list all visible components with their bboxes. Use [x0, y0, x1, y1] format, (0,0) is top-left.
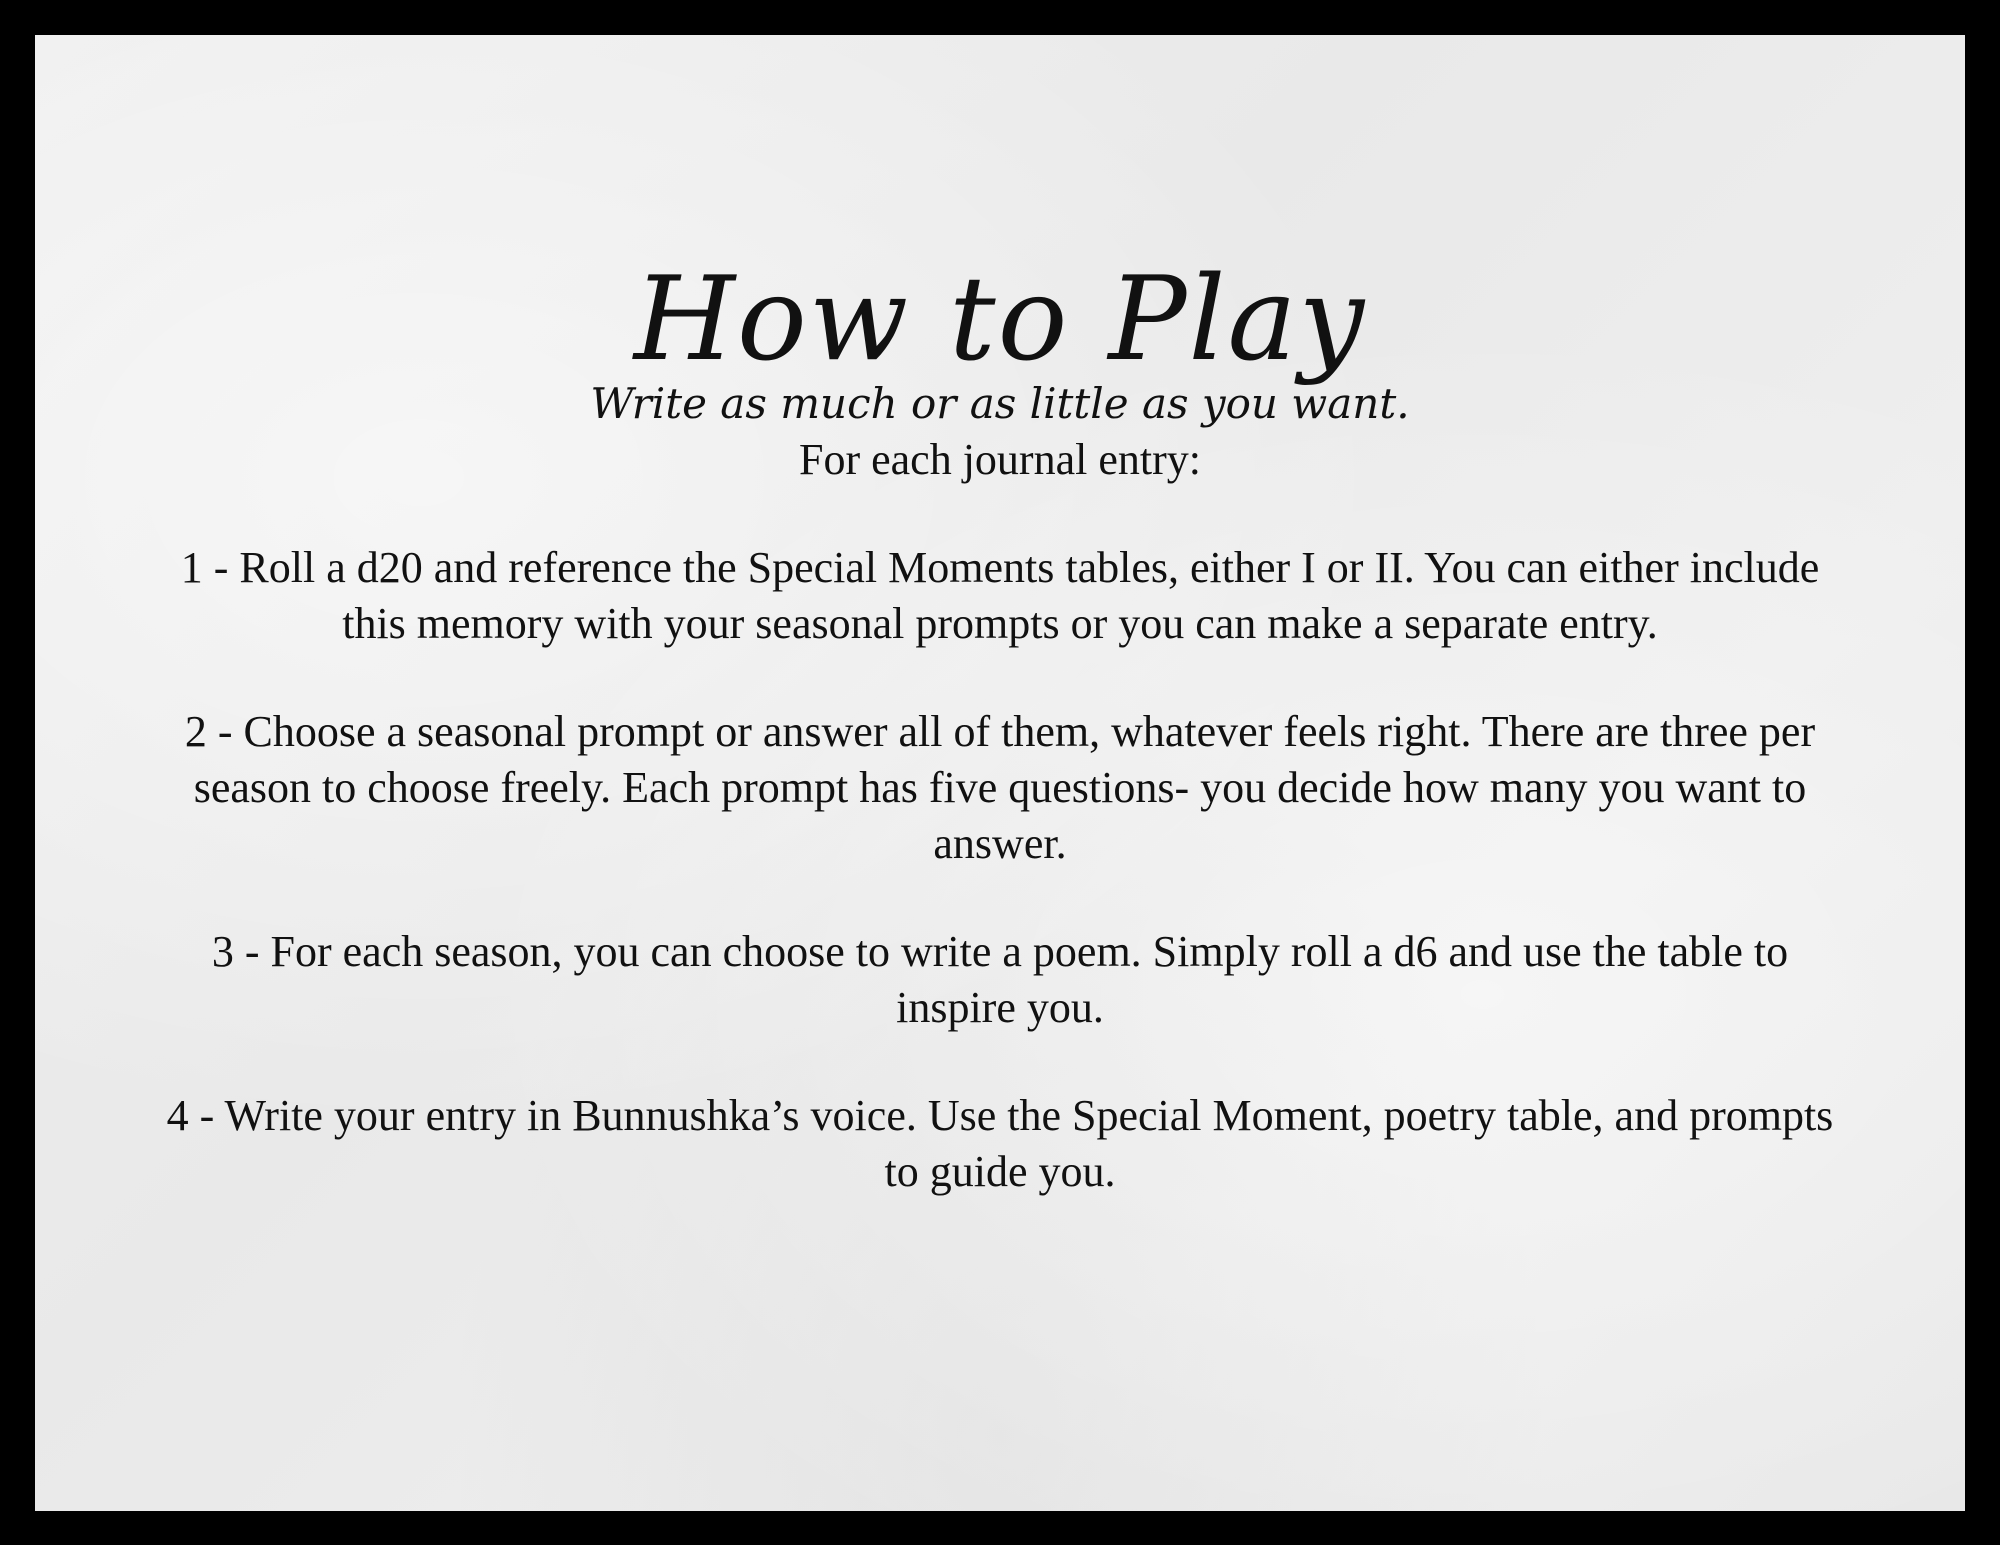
intro-text: For each journal entry:: [799, 435, 1201, 484]
step-2: 2 - Choose a seasonal prompt or answer all of them, whatever feels right. There are three per season to choose freely. Each prompt has five questions- you decide how many you want to answer.: [184, 707, 1816, 868]
step-1: 1 - Roll a d20 and reference the Special Moments tables, either I or II. You can either include this memory with your seasonal prompts or you can make a separate entry.: [180, 543, 1820, 648]
page-title: How to Play: [633, 252, 1367, 387]
instructions-content: [155, 250, 1845, 1252]
step-3: 3 - For each season, you can choose to write a poem. Simply roll a d6 and use the table to inspire you.: [211, 927, 1789, 1032]
step-4: 4 - Write your entry in Bunnushka’s voice. Use the Special Moment, poetry table, and prompts to guide you.: [166, 1091, 1834, 1196]
paper-sheet: [35, 35, 1965, 1511]
page-subtitle: Write as much or as little as you want.: [590, 379, 1410, 428]
